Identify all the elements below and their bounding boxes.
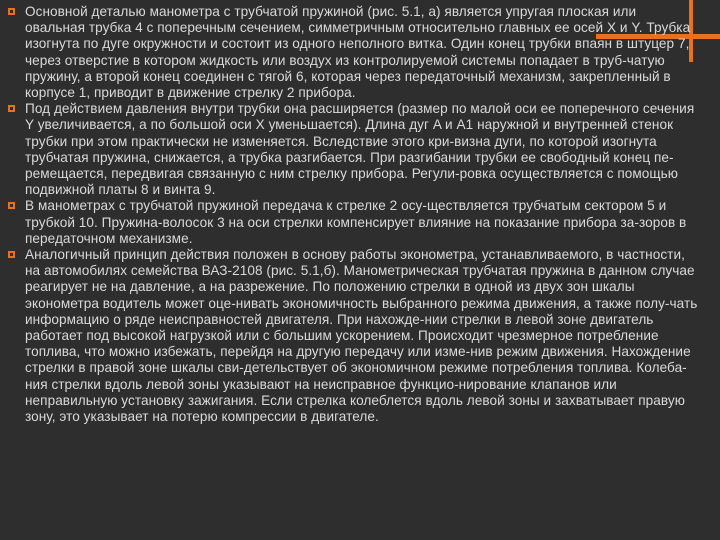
bullet-paragraph-4: [8, 247, 698, 425]
text-content: [8, 4, 698, 425]
bullet-paragraph-1: [8, 4, 698, 101]
square-bullet-icon: [8, 202, 15, 209]
paragraph-text: В манометрах с трубчатой пружиной передача к стрелке 2 осу-ществляется трубчатым сектором 5 и трубкой 10. Пружина-волосок 3 на оси стрелки компенсирует влияние на показание прибора за-зоров в передаточном механизме.: [25, 198, 687, 246]
square-bullet-icon: [8, 251, 15, 258]
paragraph-text: Аналогичный принцип действия положен в основу работы эконометра, устанавливаемого, в частности, на автомобилях семейства ВАЗ-2108 (рис. 5.1,б). Манометрическая трубчатая пружина в данном случае реагирует не на давление, а на разрежение. По положению стрелки в одной из двух зон шкалы эконометра водитель может оце-нивать экономичность выбранного режима движения, а также полу-чать информацию о ряде неисправностей двигателя. При нахожде-нии стрелки в левой зоне двигатель работает под высокой нагрузкой или с большим ускорением. Происходит чрезмерное потребление топлива, что можно избежать, перейдя на другую передачу или изме-нив режим движения. Нахождение стрелки в правой зоне шкалы сви-детельствует об экономичном режиме потребления топлива. Колеба-ния стрелки вдоль левой зоны указывают на неисправное функцио-нирование клапанов или неправильную установку зажигания. Если стрелка колеблется вдоль левой зоны и захватывает правую зону, это указывает на потерю компрессии в двигателе.: [25, 247, 698, 425]
paragraph-text: Под действием давления внутри трубки она расширяется (размер по малой оси ее поперечного сечения Y увеличивается, а по большой оси X уменьшается). Длина дуг A и A1 наружной и внутренней стенок трубки при этом практически не изменяется. Вследствие этого кри-визна дуги, по которой изогнута трубчатая пружина, снижается, а трубка разгибается. При разгибании трубки ее свободный конец пе-ремещается, передвигая связанную с ним стрелку прибора. Регули-ровка осуществляется с помощью подвижной платы 8 и винта 9.: [25, 101, 695, 198]
bullet-paragraph-3: [8, 198, 698, 247]
bullet-paragraph-2: [8, 101, 698, 198]
paragraph-text: Основной деталью манометра с трубчатой пружиной (рис. 5.1, а) является упругая плоская или овальная трубка 4 с поперечным сечением, симметричным относительно главных ее осей X и Y. Трубка изогнута по дуге окружности и состоит из одного неполного витка. Один конец трубки впаян в штуцер 7, через отверстие в котором жидкость или воздух из контролируемой системы попадает в труб-чатую пружину, а второй конец соединен с тягой 6, которая через передаточный механизм, закрепленный в корпусе 1, приводит в движение стрелку 2 прибора.: [25, 4, 691, 101]
square-bullet-icon: [8, 8, 15, 15]
square-bullet-icon: [8, 105, 15, 112]
